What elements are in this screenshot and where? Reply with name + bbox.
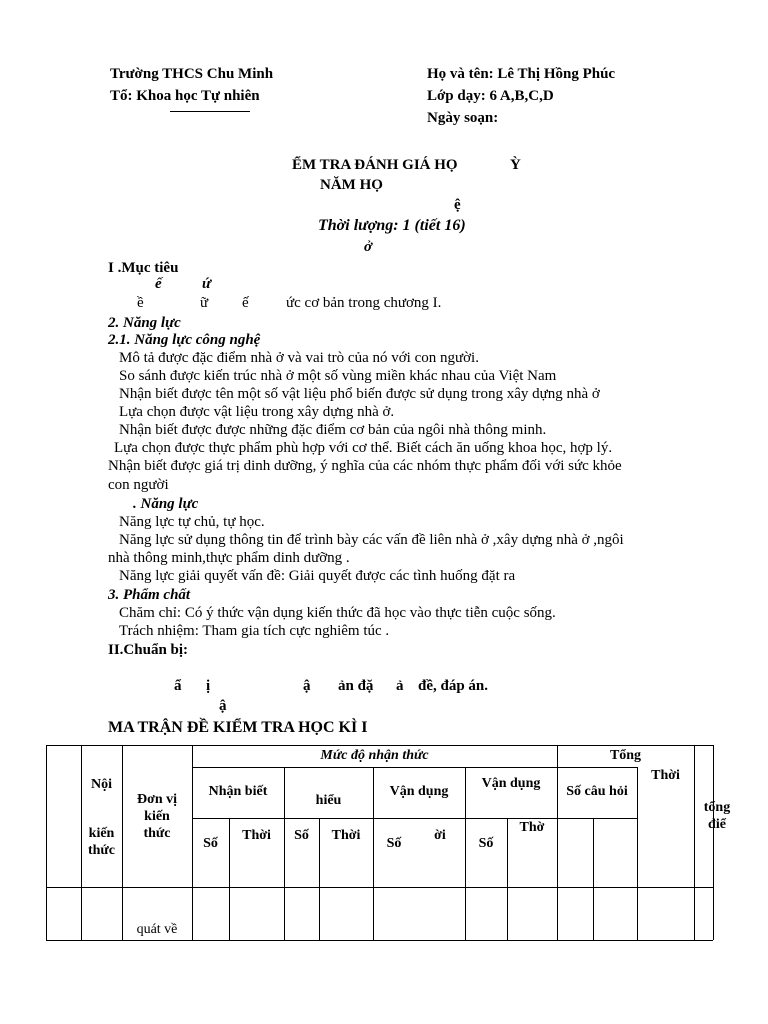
- muc-do-header: Mức độ nhận thức: [320, 748, 429, 763]
- section1-line-c: ế: [242, 295, 249, 311]
- nangluc-item: So sánh được kiến trúc nhà ở một số vùng miền khác nhau của Việt Nam: [119, 368, 557, 384]
- thong-hieu-header: hiểu: [315, 793, 342, 808]
- title-line1: ỂM TRA ĐÁNH GIÁ HỌ: [292, 157, 458, 173]
- section1-line-b: ữ: [200, 295, 209, 311]
- nangluc-item: con người: [108, 477, 169, 493]
- phamchat-item: Trách nhiệm: Tham gia tích cực nghiêm túc .: [119, 623, 390, 639]
- prep-f: đề, đáp án.: [418, 678, 489, 694]
- section1-sub-a: ế: [155, 276, 162, 292]
- preparation-date: Ngày soạn:: [427, 110, 499, 126]
- th-thoi: Thời: [331, 828, 361, 843]
- title-line2: NĂM HỌ: [320, 177, 383, 193]
- title-line1-tail: Ỳ: [510, 157, 521, 173]
- col-donvi: Đơn vị kiến thức: [136, 792, 178, 841]
- nangluc-item: Lựa chọn được vật liệu trong xây dựng nhà ở.: [119, 404, 395, 420]
- section1-line-d: ức cơ bản trong chương I.: [286, 295, 442, 311]
- nangluc-heading: 2. Năng lực: [108, 315, 181, 331]
- col-kien: kiến: [88, 826, 115, 841]
- section2-heading: II.Chuẩn bị:: [108, 642, 189, 658]
- phamchat-item: Chăm chỉ: Có ý thức vận dụng kiến thức đã học vào thực tiễn cuộc sống.: [119, 605, 556, 621]
- nb-so: Số: [203, 836, 218, 851]
- section1-sub-b: ứ: [202, 276, 211, 292]
- van-dung-header: Vận dụng: [389, 784, 449, 799]
- nb-thoi: Thời: [242, 828, 271, 843]
- thoi-gian-header: Thời: [651, 768, 680, 783]
- department-underline: [170, 111, 250, 112]
- prep-e: ả: [396, 678, 404, 694]
- vdc-so: Số: [478, 836, 494, 851]
- teacher-name: Họ và tên: Lê Thị Hồng Phúc: [427, 66, 616, 82]
- nangluc-cn-heading: 2.1. Năng lực công nghệ: [108, 332, 261, 348]
- col-thuc: thức: [87, 843, 116, 858]
- prep-g: ậ: [219, 698, 227, 714]
- th-so: Số: [294, 828, 309, 843]
- prep-b: ị: [206, 678, 211, 694]
- matrix-title: MA TRẬN ĐỀ KIỂM TRA HỌC KÌ I: [108, 719, 368, 736]
- school-name: Trường THCS Chu Minh: [110, 66, 274, 82]
- nangluc2-item: Năng lực sử dụng thông tin để trình bày các vấn đề liên nhà ở ,xây dựng nhà ở ,ngôi: [119, 532, 624, 548]
- prep-c: ậ: [303, 678, 311, 694]
- nangluc-item: Nhận biết được tên một số vật liệu phổ biến được sử dụng trong xây dựng nhà ở: [119, 386, 600, 402]
- nangluc-item: Nhận biết được giá trị dinh dưỡng, ý nghĩa của các nhóm thực phẩm đối với sức khỏe: [108, 458, 622, 474]
- tong-header: Tổng: [609, 748, 642, 763]
- vd-thoi: ời: [434, 828, 446, 843]
- title-line5: ở: [364, 239, 373, 255]
- section1-line-a: ề: [137, 295, 144, 311]
- nangluc2-heading: . Năng lực: [133, 496, 199, 512]
- teaching-classes: Lớp dạy: 6 A,B,C,D: [427, 88, 554, 104]
- department-name: Tổ: Khoa học Tự nhiên: [110, 88, 260, 104]
- nangluc-item: Mô tả được đặc điểm nhà ở và vai trò của nó với con người.: [119, 350, 479, 366]
- col-noi: Nội: [91, 777, 112, 792]
- row1-donvi: quát về: [136, 922, 178, 937]
- phamchat-heading: 3. Phẩm chất: [108, 587, 191, 603]
- van-dung-cao-header: Vận dụng: [481, 776, 541, 791]
- tong-diem-header: tổng điể: [703, 800, 731, 832]
- nangluc2-item: Năng lực giải quyết vấn đề: Giải quyết được các tình huống đặt ra: [119, 568, 516, 584]
- so-cau-hoi-header: Số câu hỏi: [566, 784, 628, 799]
- section1-heading: I .Mục tiêu: [108, 260, 179, 276]
- nangluc-item: Nhận biết được được những đặc điểm cơ bản của ngôi nhà thông minh.: [119, 422, 547, 438]
- nangluc-item: Lựa chọn được thực phẩm phù hợp với cơ thể. Biết cách ăn uống khoa học, hợp lý.: [114, 440, 613, 456]
- nhan-biet-header: Nhận biết: [208, 784, 268, 799]
- vd-so: Số: [386, 836, 402, 851]
- vdc-thoi: Thờ: [519, 820, 545, 835]
- title-duration: Thời lượng: 1 (tiết 16): [318, 217, 466, 234]
- prep-d: ản đặ: [338, 678, 374, 694]
- nangluc2-item: Năng lực tự chủ, tự học.: [119, 514, 265, 530]
- nangluc2-item: nhà thông minh,thực phẩm dinh dưỡng .: [108, 550, 350, 566]
- title-line3: ệ: [454, 197, 461, 213]
- prep-a: ẩ: [174, 678, 182, 694]
